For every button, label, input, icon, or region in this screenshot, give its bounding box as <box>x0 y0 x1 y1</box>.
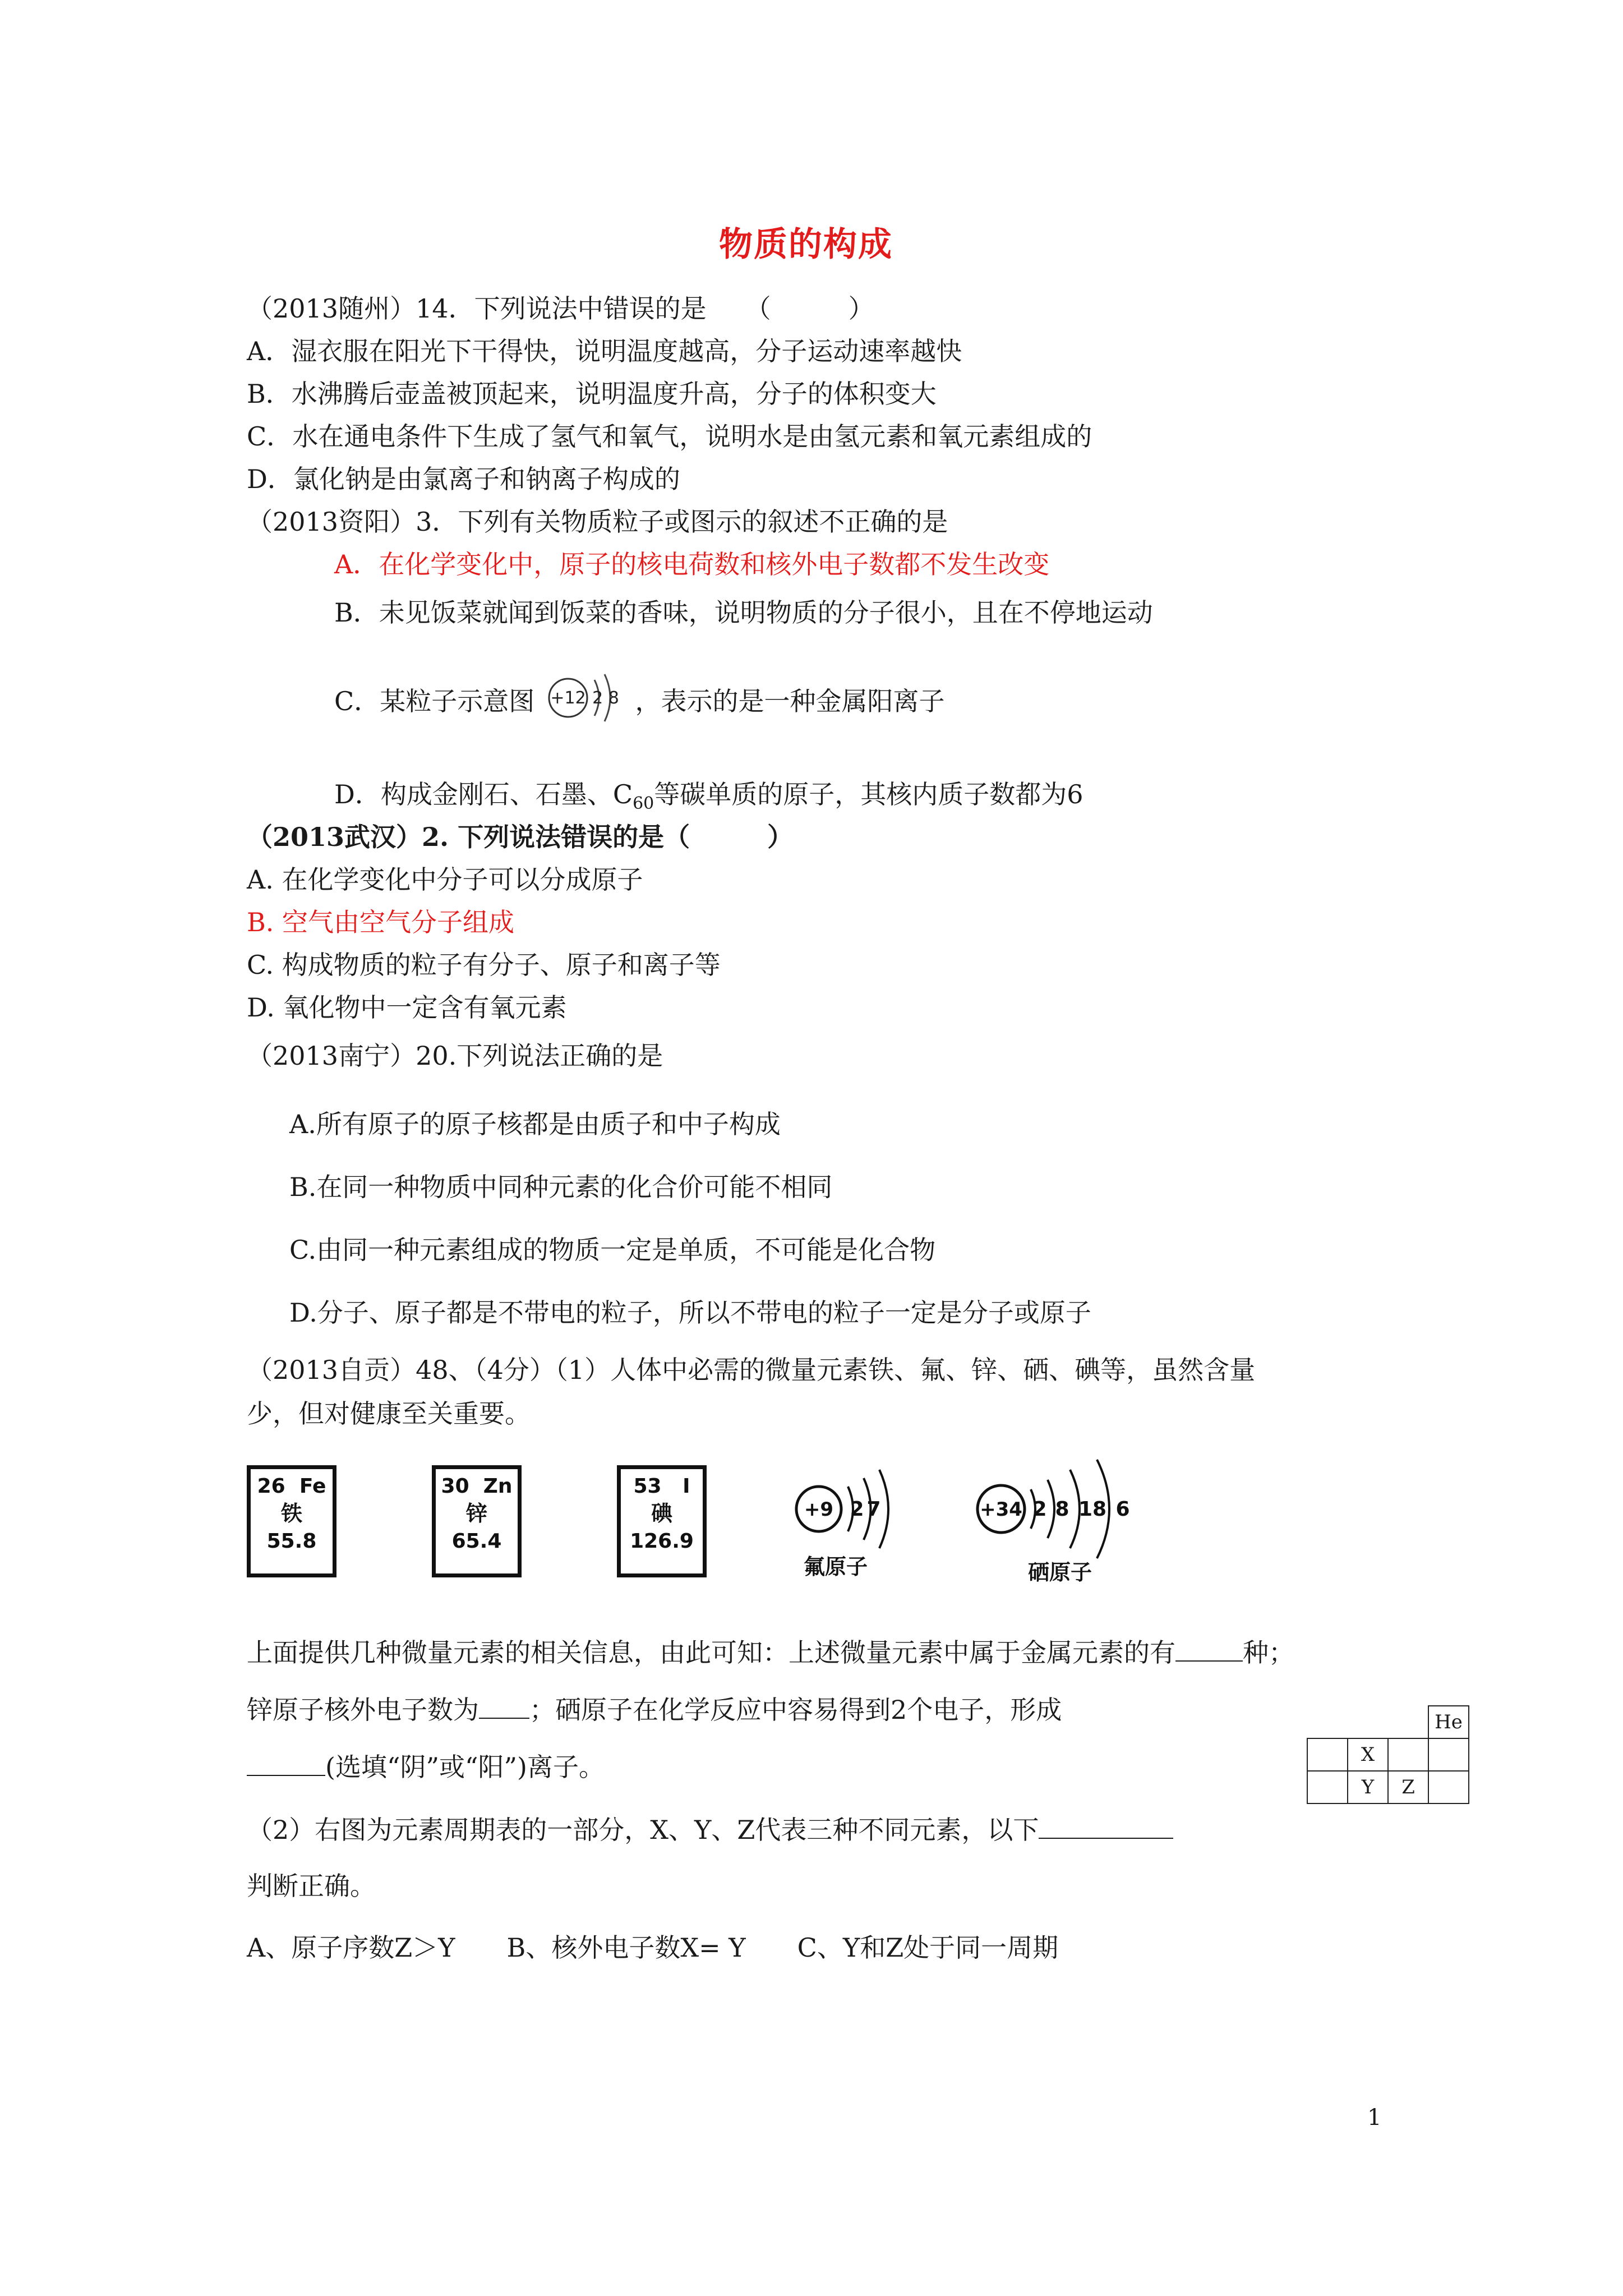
ptable-cell-blank <box>1428 1738 1469 1771</box>
question-5-para-3 <box>247 1750 605 1784</box>
question-3-option-d: D. 氧化物中一定含有氧元素 <box>247 992 567 1023</box>
question-5-para-1 <box>247 1636 1294 1669</box>
question-5-part-2-tail: 判断正确。 <box>247 1871 376 1901</box>
question-3-option-a: A. 在化学变化中分子可以分成原子 <box>247 864 643 895</box>
ion-shells-label: 2 8 <box>592 688 619 708</box>
zinc-electron-blank[interactable] <box>479 1695 529 1719</box>
selenium-label: 硒原子 <box>1027 1560 1092 1585</box>
question-4-option-a: A.所有原子的原子核都是由质子和中子构成 <box>289 1109 781 1139</box>
selenium-nucleus: +34 <box>980 1498 1022 1521</box>
element-card-i <box>617 1465 707 1577</box>
question-3-stem: （2013武汉）2. 下列说法错误的是（ ） <box>247 822 794 852</box>
fluorine-shell-2: 7 <box>866 1498 881 1521</box>
question-3-option-b: B. 空气由空气分子组成 <box>247 907 515 937</box>
element-card-i-mass: 126.9 <box>630 1530 694 1553</box>
question-1-option-c: C．水在通电条件下生成了氢气和氧气，说明水是由氢元素和氧元素组成的 <box>247 421 1092 452</box>
question-2-option-c <box>334 684 944 720</box>
element-card-zn-symbol: Zn <box>483 1475 513 1498</box>
question-2-option-c-suffix: ，表示的是一种金属阳离子 <box>635 686 945 716</box>
question-2-option-d-suffix: 等碳单质的原子，其核内质子数都为6 <box>654 779 1083 809</box>
question-5-para-2-text: 锌原子核外电子数为 <box>247 1695 479 1725</box>
element-card-fe-name: 铁 <box>280 1501 302 1526</box>
question-4-option-d: D.分子、原子都是不带电的粒子，所以不带电的粒子一定是分子或原子 <box>289 1297 1091 1328</box>
question-5-para-1-text: 上面提供几种微量元素的相关信息，由此可知：上述微量元素中属于金属元素的有 <box>247 1637 1175 1668</box>
periodic-table-fragment <box>1307 1705 1469 1804</box>
selenium-shell-4: 6 <box>1115 1498 1130 1521</box>
element-card-fe-number: 26 <box>257 1475 285 1498</box>
element-card-fe <box>247 1465 336 1577</box>
question-2-option-a: A．在化学变化中，原子的核电荷数和核外电子数都不发生改变 <box>334 549 1050 579</box>
ptable-cell-blank <box>1428 1771 1469 1803</box>
question-5-stem-line2: 少，但对健康至关重要。 <box>247 1398 531 1429</box>
ptable-cell-blank <box>1388 1738 1428 1771</box>
question-5-part-2 <box>247 1813 1173 1847</box>
element-card-zn-number: 30 <box>441 1475 469 1498</box>
selenium-shell-3: 18 <box>1078 1498 1107 1521</box>
element-card-zn-name: 锌 <box>465 1501 487 1526</box>
question-4-stem: （2013南宁）20.下列说法正确的是 <box>247 1041 663 1071</box>
ion-diagram <box>543 687 627 720</box>
question-5-para-2-suffix: ；硒原子在化学反应中容易得到2个电子，形成 <box>529 1695 1062 1725</box>
question-4-option-b: B.在同一种物质中同种元素的化合价可能不相同 <box>289 1172 833 1202</box>
question-1-option-a: A．湿衣服在阳光下干得快，说明温度越高，分子运动速率越快 <box>247 336 962 366</box>
question-1-option-b: B．水沸腾后壶盖被顶起来，说明温度升高，分子的体积变大 <box>247 379 937 409</box>
page-title: 物质的构成 <box>719 225 893 264</box>
question-2-option-c-prefix: C．某粒子示意图 <box>334 686 535 716</box>
question-2-stem: （2013资阳）3．下列有关物质粒子或图示的叙述不正确的是 <box>247 507 948 537</box>
ptable-cell-he: He <box>1428 1706 1469 1738</box>
ion-type-blank[interactable] <box>247 1752 325 1776</box>
element-card-i-header <box>621 1474 703 1499</box>
element-card-fe-mass: 55.8 <box>266 1530 317 1553</box>
ptable-cell-y: Y <box>1348 1771 1388 1803</box>
question-2-option-d <box>334 777 1083 821</box>
element-card-i-symbol: I <box>683 1475 690 1498</box>
element-card-fe-header <box>251 1474 333 1499</box>
question-2-option-b: B．未见饭菜就闻到饭菜的香味，说明物质的分子很小，且在不停地运动 <box>334 597 1153 628</box>
element-card-i-name: 碘 <box>651 1501 672 1526</box>
ptable-cell-empty <box>1388 1706 1428 1738</box>
selenium-shell-2: 8 <box>1055 1498 1069 1521</box>
fluorine-label: 氟原子 <box>803 1554 868 1579</box>
question-2-option-d-prefix: D．构成金刚石、石墨、C <box>334 779 633 809</box>
question-3-option-c: C. 构成物质的粒子有分子、原子和离子等 <box>247 950 721 980</box>
fluorine-atom-diagram <box>785 1447 931 1593</box>
fluorine-nucleus: +9 <box>804 1498 834 1521</box>
fluorine-shell-1: 2 <box>850 1498 864 1521</box>
question-5-para-1-suffix: 种； <box>1243 1637 1294 1668</box>
question-4-option-c: C.由同一种元素组成的物质一定是单质，不可能是化合物 <box>289 1235 936 1265</box>
ptable-cell-empty <box>1348 1706 1388 1738</box>
ptable-cell-x: X <box>1348 1738 1388 1771</box>
selenium-atom-diagram <box>965 1442 1178 1593</box>
ptable-cell-empty <box>1307 1706 1348 1738</box>
selenium-shell-1: 2 <box>1032 1498 1047 1521</box>
question-1-stem: （2013随州）14．下列说法中错误的是 （ ） <box>247 293 874 324</box>
element-card-fe-symbol: Fe <box>299 1475 326 1498</box>
question-5-part-2-text: （2）右图为元素周期表的一部分，X、Y、Z代表三种不同元素，以下 <box>247 1815 1039 1845</box>
ptable-cell-blank <box>1307 1771 1348 1803</box>
question-5-para-3-text: (选填“阴”或“阳”)离子。 <box>325 1752 605 1782</box>
question-5-stem-line1: （2013自贡）48、（4分）（1）人体中必需的微量元素铁、氟、锌、硒、碘等，虽然含量 <box>247 1355 1256 1385</box>
element-card-zn-mass: 65.4 <box>451 1530 502 1553</box>
question-5-para-2 <box>247 1693 1062 1727</box>
part-2-answer-blank[interactable] <box>1039 1815 1173 1839</box>
c60-subscript: 60 <box>633 794 654 814</box>
question-1-option-d: D．氯化钠是由氯离子和钠离子构成的 <box>247 464 680 494</box>
metal-count-blank[interactable] <box>1175 1638 1243 1662</box>
element-card-i-number: 53 <box>633 1475 662 1498</box>
question-5-choices: A、原子序数Z＞Y B、核外电子数X= Y C、Y和Z处于同一周期 <box>247 1932 1059 1963</box>
element-card-zn-header <box>436 1474 518 1499</box>
element-card-zn <box>432 1465 522 1577</box>
ion-nucleus-label: +12 <box>550 688 586 708</box>
ptable-cell-blank <box>1307 1738 1348 1771</box>
page-number: 1 <box>1367 2105 1382 2131</box>
ptable-cell-z: Z <box>1388 1771 1428 1803</box>
